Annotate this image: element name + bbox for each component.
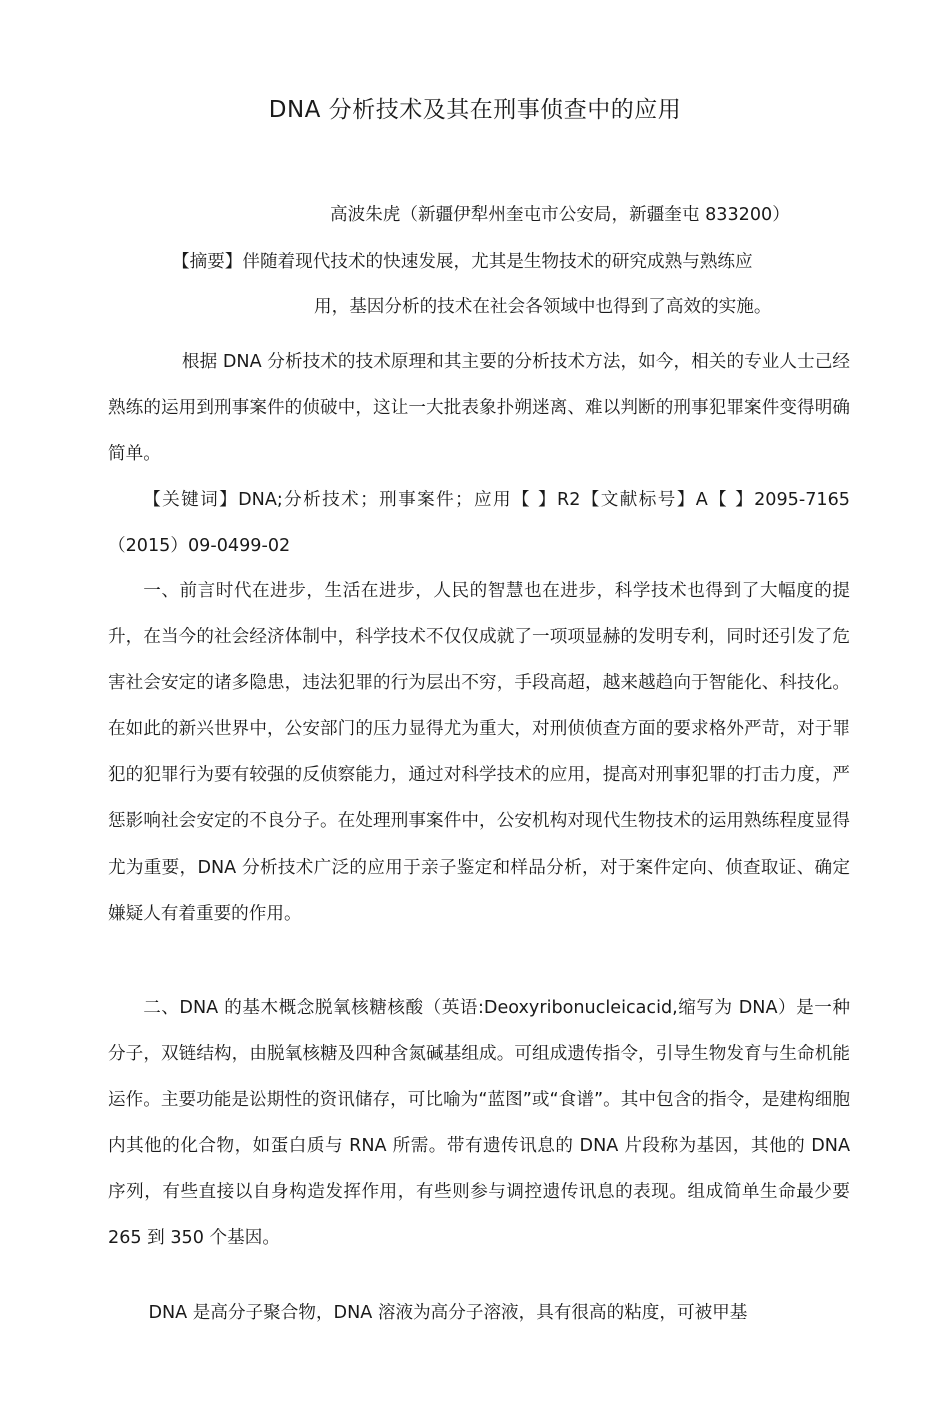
abstract-line-1: 【摘要】伴随着现代技术的快速发展，尤其是生物技术的研究成熟与熟练应	[172, 252, 753, 272]
section-2-paragraph: 二、DNA 的基木概念脱氧核糖核酸（英语:Deoxyribonucleicacid,缩写为 DNA）是一种分子，双链结构，由脱氧核糖及四种含氮碱基组成。可组成遗传指令，引导生物发育与生命机能运作。主要功能是讼期性的资讯储存，可比喻为“蓝图”或“食谱”。其中包含的指令，是建构细胞内其他的化合物，如蛋白质与 RNA 所需。带有遗传讯息的 DNA 片段称为基因，其他的 DNA 序列，有些直接以自身构造发挥作用，有些则参与调控遗传讯息的表现。组成简单生命最少要 265 到 350 个基因。	[108, 998, 850, 1249]
abstract-line-2: 用，基因分析的技术在社会各领域中也得到了高效的实施。	[314, 297, 772, 317]
keywords-paragraph: 【关键词】DNA;分析技术；刑事案件；应用【 】R2【文献标号】A【 】2095-7165（2015）09-0499-02	[108, 490, 850, 557]
abstract-paragraph: 根据 DNA 分析技术的技术原理和其主要的分析技术方法，如今，相关的专业人士己经熟练的运用到刑事案件的侦破中，这让一大批表象扑朔迷离、难以判断的刑事犯罪案件变得明确简单。	[108, 352, 850, 465]
dna-polymer-paragraph: DNA 是高分子聚合物，DNA 溶液为高分子溶液，具有很高的粘度，可被甲基	[148, 1303, 748, 1323]
author-affiliation: 高波朱虎（新疆伊犁州奎屯市公安局，新疆奎屯 833200）	[330, 205, 790, 225]
section-1-paragraph: 一、前言时代在进步，生活在进步，人民的智慧也在进步，科学技术也得到了大幅度的提升，在当今的社会经济体制中，科学技术不仅仅成就了一项项显赫的发明专利，同时还引发了危害社会安定的诸多隐患，违法犯罪的行为层出不穷，手段高超，越来越趋向于智能化、科技化。在如此的新兴世界中，公安部门的压力显得尤为重大，对刑侦侦查方面的要求格外严苛，对于罪犯的犯罪行为要有较强的反侦察能力，通过对科学技术的应用，提高对刑事犯罪的打击力度，严惩影响社会安定的不良分子。在处理刑事案件中，公安机构对现代生物技术的运用熟练程度显得尤为重要，DNA 分析技术广泛的应用于亲子鉴定和样品分析，对于案件定向、侦查取证、确定嫌疑人有着重要的作用。	[108, 581, 850, 924]
document-title: DNA 分析技术及其在刑事侦查中的应用	[268, 97, 682, 123]
